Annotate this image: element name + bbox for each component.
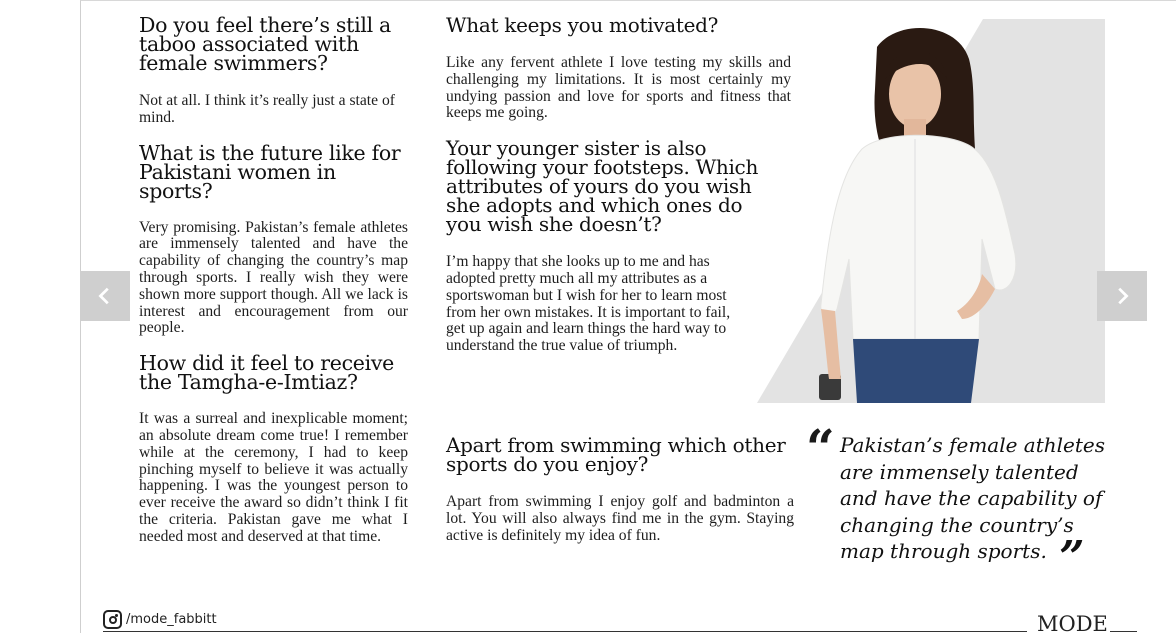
answer-tamgha: It was a surreal and inexplicable moment; an absolute dream come true! I remember while at the ceremony, I had to keep pinching myself to believe it was actually happening. I was the youngest person to ever receive the award so didn’t think I fit the criteria. Pakistan gave me what I needed most and deserved at that time. [139,410,408,545]
athlete-photo [757,19,1105,403]
footer-rule-right [1110,631,1137,632]
question-sister: Your younger sister is also following your footsteps. Which attributes of yours do you wish she adopts and which ones do you wish she doesn’t? [446,136,759,237]
answer-motivation: Like any fervent athlete I love testing my skills and challenging my limitations. It is most certainly my undying passion and love for sports and fitness that keeps me going. [446,54,791,122]
answer-future: Very promising. Pakistan’s female athletes are immensely talented and have the capability of changing the country’s map through sports. I really wish they were shown more support though. All we lack is interest and encouragement from our people. [139,218,408,337]
answer-other-sports: Apart from swimming I enjoy golf and badminton a lot. You will also always find me in the gym. Staying active is definitely my idea of fun. [446,493,794,544]
answer-taboo: Not at all. I think it’s really just a state of mind. [139,92,395,126]
chevron-right-icon [1111,285,1133,307]
question-taboo: Do you feel there’s still a taboo associated with female swimmers? [139,13,391,75]
open-quote-mark: “ [806,418,835,477]
question-motivation: What keeps you motivated? [446,13,719,37]
middle-column-lower [446,433,794,544]
instagram-handle-text: /mode_fabbitt [126,612,217,627]
close-quote-mark: ” [1059,532,1085,583]
next-page-button[interactable] [1097,271,1147,321]
middle-column [446,13,794,355]
prev-page-button[interactable] [80,271,130,321]
pull-quote-text [840,432,1110,583]
brand-logo: MODE [1037,612,1108,636]
question-future: What is the future like for Pakistani women in sports? [139,140,401,203]
question-tamgha: How did it feel to receive the Tamgha-e-Imtiaz? [139,351,394,395]
question-other-sports: Apart from swimming which other sports do you enjoy? [446,433,786,476]
left-column [139,13,408,546]
pull-quote-body: Pakistan’s female athletes are immensely talented and have the capability of changing the country’s map through sports. [840,433,1106,563]
athlete-illustration [757,19,1105,403]
instagram-icon [103,610,122,629]
instagram-handle[interactable] [103,610,217,629]
chevron-left-icon [94,285,116,307]
footer-rule-left [103,631,1027,632]
answer-sister: I’m happy that she looks up to me and has adopted pretty much all my attributes as a sportswoman but I wish for her to learn most from her own mistakes. It is important to fail, get up again and learn things the hard way to understand the true value of triumph. [446,253,731,355]
